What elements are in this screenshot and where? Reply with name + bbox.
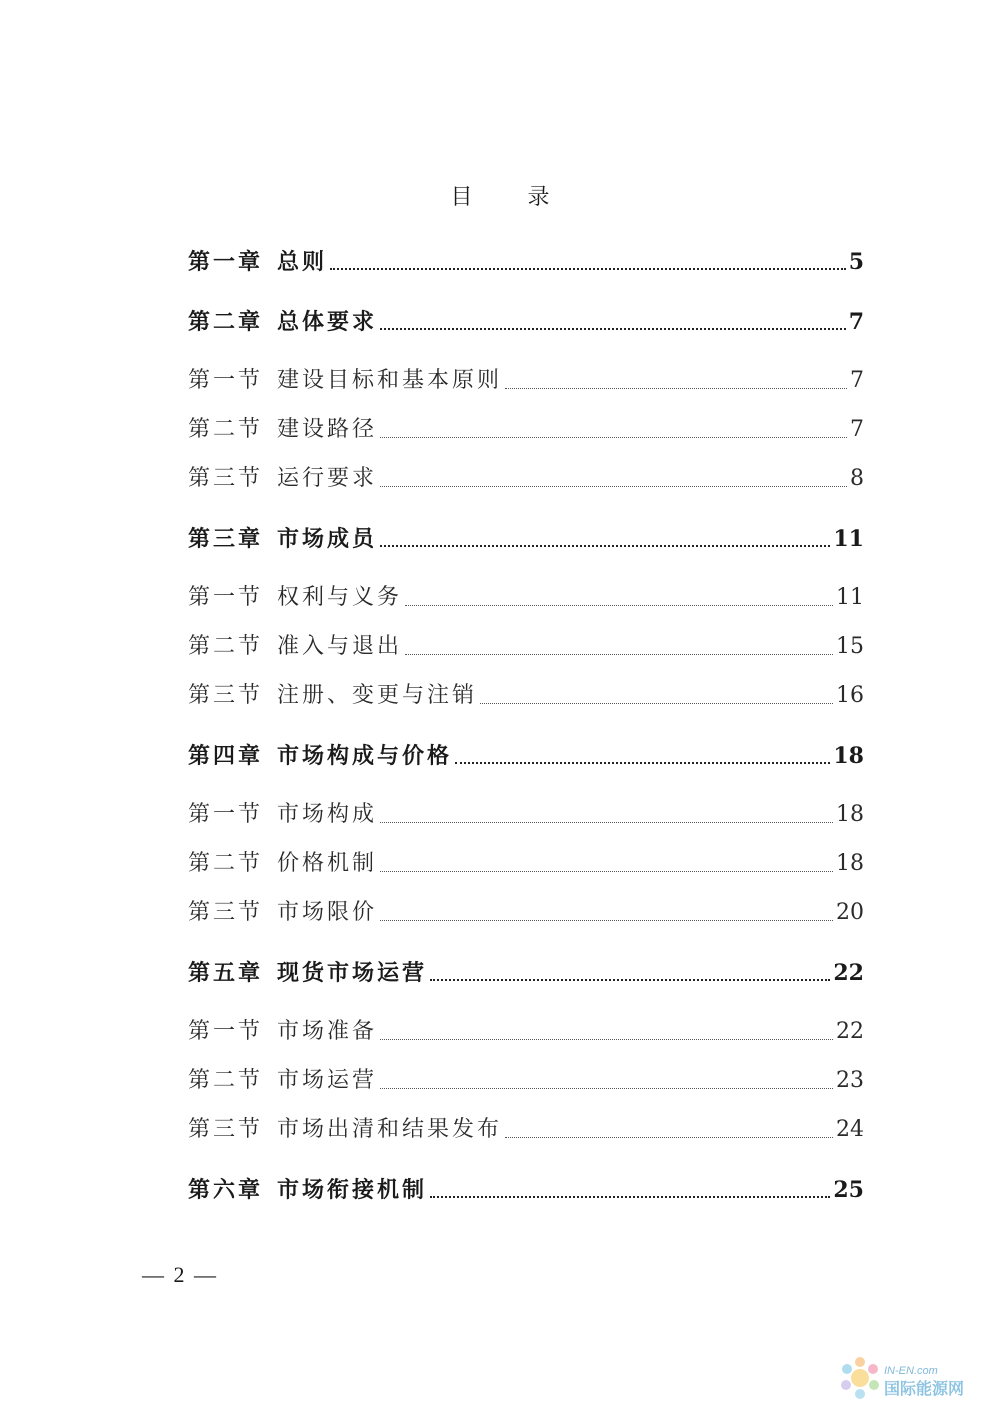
toc-entry-page: 25	[833, 1177, 864, 1203]
toc-entry-label	[188, 1067, 377, 1095]
toc-section-entry[interactable]	[188, 453, 864, 493]
toc-entry-page: 22	[833, 960, 864, 986]
toc-entry-title: 总则	[277, 249, 328, 275]
toc-chapter-entry[interactable]	[188, 1164, 864, 1204]
toc-section-entry[interactable]	[188, 621, 864, 661]
dot-leader	[330, 267, 846, 270]
toc-entry-number: 第四章	[188, 743, 264, 769]
toc-entry-title: 市场出清和结果发布	[277, 1117, 503, 1142]
toc-entry-number: 第二节	[188, 851, 264, 876]
toc-entry-page: 7	[850, 417, 864, 442]
toc-section-entry[interactable]	[188, 789, 864, 829]
watermark-name-text: 国际能源网	[884, 1379, 965, 1398]
dot-leader	[505, 1136, 833, 1138]
toc-section-entry[interactable]	[188, 572, 864, 612]
toc-entry-title: 市场准备	[277, 1019, 378, 1044]
toc-chapter-entry[interactable]	[188, 513, 864, 553]
dot-leader	[380, 436, 847, 438]
toc-entry-label	[188, 1176, 427, 1204]
toc-entry-number: 第三节	[188, 466, 264, 491]
toc-entry-label	[188, 248, 327, 276]
dot-leader	[430, 978, 830, 981]
toc-entry-label	[188, 801, 377, 829]
toc-title: 目 录	[450, 185, 574, 210]
toc-entry-title: 市场构成与价格	[277, 743, 453, 769]
dot-leader	[380, 327, 846, 330]
toc-entry-title: 建设目标和基本原则	[277, 368, 503, 393]
toc-entry-page: 22	[836, 1019, 864, 1044]
toc-section-entry[interactable]	[188, 670, 864, 710]
toc-entry-title: 市场衔接机制	[277, 1177, 428, 1203]
toc-entry-page: 8	[850, 466, 864, 491]
dot-leader	[405, 604, 833, 606]
toc-entry-title: 准入与退出	[277, 634, 403, 659]
toc-section-entry[interactable]	[188, 887, 864, 927]
toc-entry-label	[188, 416, 377, 444]
dot-leader	[380, 870, 833, 872]
toc-entry-title: 市场限价	[277, 900, 378, 925]
toc-entry-label	[188, 682, 477, 710]
toc-entry-page: 11	[833, 526, 864, 552]
toc-entry-label	[188, 1018, 377, 1046]
toc-entry-title: 运行要求	[277, 466, 378, 491]
toc-entry-page: 11	[836, 585, 864, 610]
page-number: — 2 —	[142, 1262, 218, 1287]
toc-entry-page: 15	[836, 634, 864, 659]
toc-entry-number: 第二节	[188, 634, 264, 659]
toc-entry-label	[188, 633, 402, 661]
toc-entry-number: 第一节	[188, 368, 264, 393]
toc-entry-label	[188, 367, 502, 395]
toc-entry-page: 18	[833, 743, 864, 769]
dot-leader	[380, 821, 833, 823]
toc-entry-label	[188, 742, 452, 770]
toc-entry-title: 总体要求	[277, 309, 378, 335]
toc-entry-number: 第一节	[188, 1019, 264, 1044]
toc-section-entry[interactable]	[188, 1055, 864, 1095]
toc-entry-title: 注册、变更与注销	[277, 683, 478, 708]
toc-entry-number: 第一节	[188, 802, 264, 827]
toc-entry-page: 18	[836, 802, 864, 827]
toc-entry-label	[188, 850, 377, 878]
toc-entry-page: 16	[836, 683, 864, 708]
toc-chapter-entry[interactable]	[188, 947, 864, 987]
toc-entry-number: 第三章	[188, 526, 264, 552]
toc-entry-number: 第五章	[188, 960, 264, 986]
toc-entry-label	[188, 584, 402, 612]
toc-entry-number: 第六章	[188, 1177, 264, 1203]
toc-entry-title: 市场运营	[277, 1068, 378, 1093]
toc-entry-number: 第一节	[188, 585, 264, 610]
dot-leader	[455, 761, 830, 764]
toc-entry-title: 现货市场运营	[277, 960, 428, 986]
toc-section-entry[interactable]	[188, 404, 864, 444]
dot-leader	[405, 653, 833, 655]
toc-entry-page: 23	[836, 1068, 864, 1093]
toc-chapter-entry[interactable]	[188, 296, 864, 336]
toc-entry-number: 第二节	[188, 417, 264, 442]
toc-entry-page: 18	[836, 851, 864, 876]
toc-entry-number: 第一章	[188, 249, 264, 275]
dot-leader	[380, 1038, 833, 1040]
toc-entry-number: 第二章	[188, 309, 264, 335]
toc-entry-page: 5	[848, 249, 864, 275]
toc-entry-title: 权利与义务	[277, 585, 403, 610]
toc-section-entry[interactable]	[188, 838, 864, 878]
toc-entry-label	[188, 525, 377, 553]
toc-entry-title: 建设路径	[277, 417, 378, 442]
toc-chapter-entry[interactable]	[188, 730, 864, 770]
toc-chapter-entry[interactable]	[188, 236, 864, 276]
dot-leader	[380, 1087, 833, 1089]
toc-entry-label	[188, 1116, 502, 1144]
dot-leader	[380, 919, 833, 921]
toc-section-entry[interactable]	[188, 1104, 864, 1144]
dot-leader	[380, 544, 830, 547]
toc-section-entry[interactable]	[188, 1006, 864, 1046]
toc-entry-page: 7	[848, 309, 864, 335]
toc-entry-page: 7	[850, 368, 864, 393]
toc-entry-title: 市场成员	[277, 526, 378, 552]
toc-entry-page: 24	[836, 1117, 864, 1142]
toc-entry-number: 第三节	[188, 900, 264, 925]
toc-entry-label	[188, 465, 377, 493]
sun-flower-logo-icon	[836, 1348, 986, 1404]
toc-entry-title: 市场构成	[277, 802, 378, 827]
dot-leader	[480, 702, 833, 704]
dot-leader	[505, 387, 847, 389]
toc-entry-label	[188, 899, 377, 927]
dot-leader	[430, 1195, 830, 1198]
toc-entry-number: 第三节	[188, 1117, 264, 1142]
watermark-site-text: IN-EN.com	[884, 1365, 938, 1377]
toc-entry-label	[188, 959, 427, 987]
toc-entry-title: 价格机制	[277, 851, 378, 876]
toc-entry-number: 第三节	[188, 683, 264, 708]
watermark-logo	[836, 1348, 986, 1404]
toc-entry-number: 第二节	[188, 1068, 264, 1093]
dot-leader	[380, 485, 847, 487]
toc-entry-label	[188, 308, 377, 336]
toc-entry-page: 20	[836, 900, 864, 925]
toc-section-entry[interactable]	[188, 355, 864, 395]
